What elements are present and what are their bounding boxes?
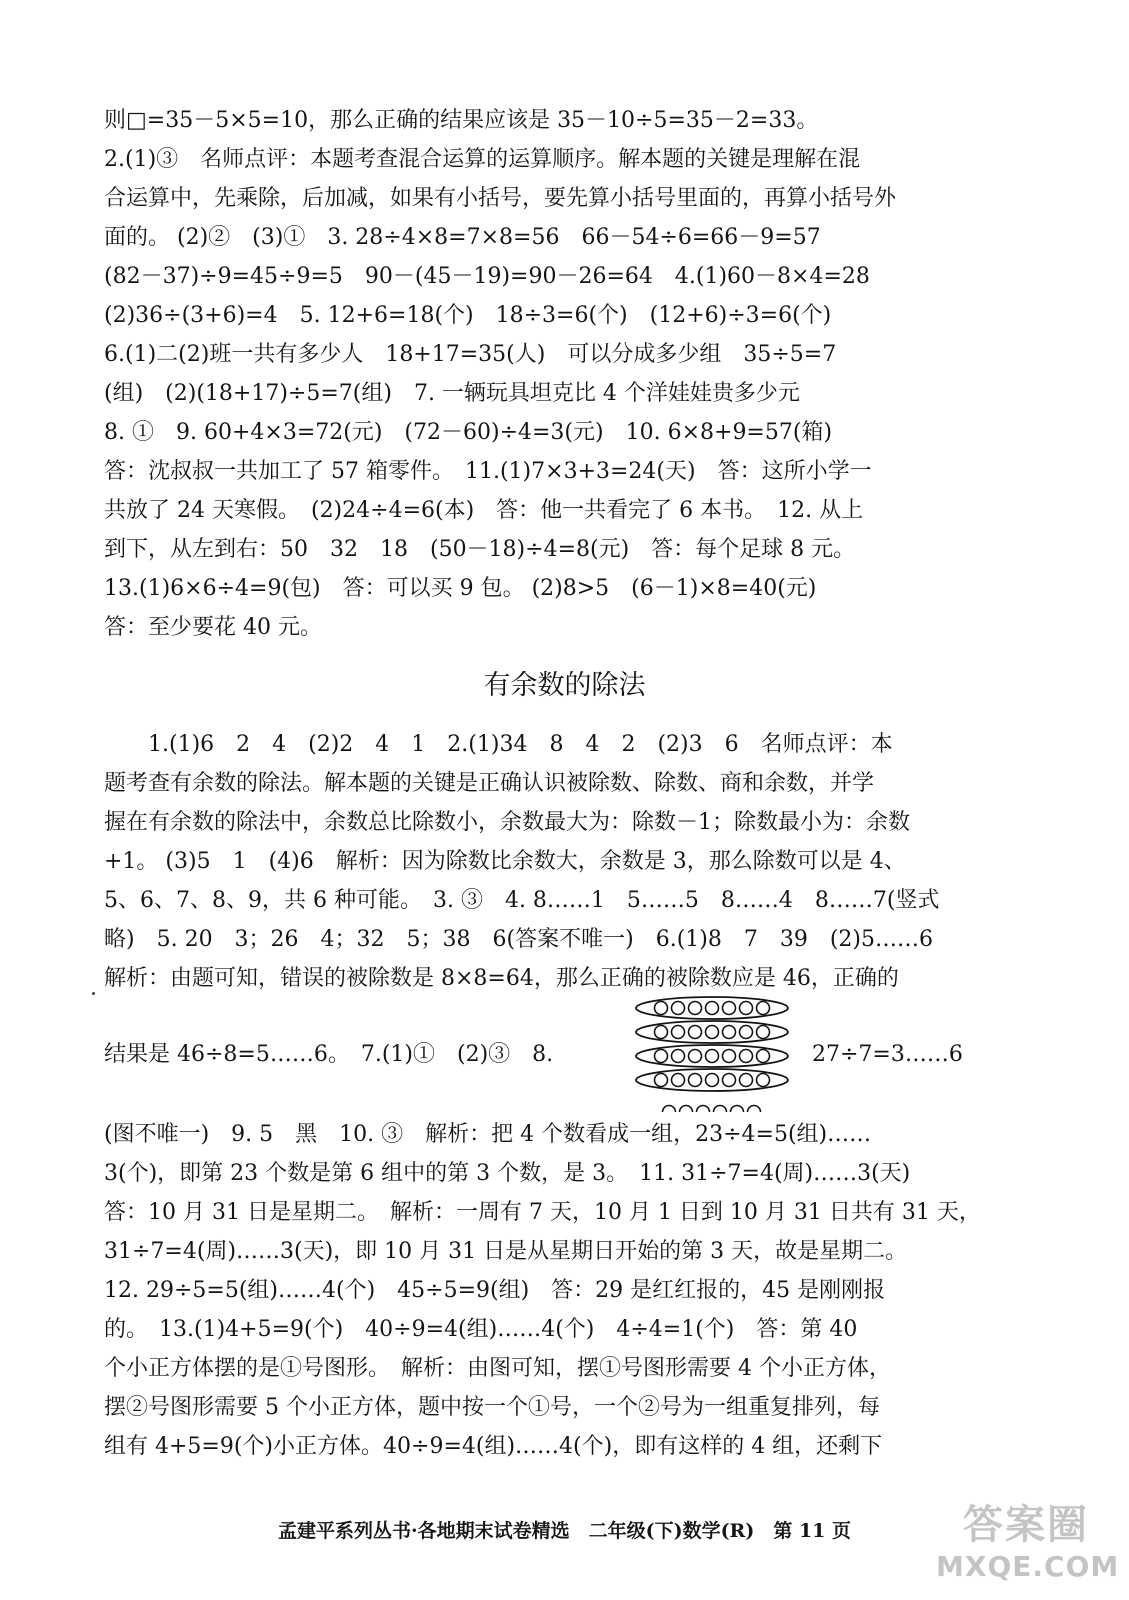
- group-circle: [706, 1026, 719, 1039]
- answer-line: 答：沈叔叔一共加工了 57 箱零件。 11.(1)7×3+3=24(天) 答：这所小学一: [104, 459, 872, 484]
- group-circle: [706, 1002, 719, 1015]
- answer-line: 12. 29÷5=5(组)……4(个) 45÷5=9(组) 答：29 是红红报的，45 是刚刚报: [104, 1278, 886, 1303]
- answer-line: 31÷7=4(周)……3(天)，即 10 月 31 日是从星期日开始的第 3 天，故是星期二。: [104, 1239, 908, 1264]
- remainder-circle: [748, 1106, 761, 1113]
- answer-line: 到下，从左到右：50 32 18 (50－18)÷4=8(元) 答：每个足球 8 元。: [104, 537, 856, 562]
- remainder-circle: [663, 1106, 676, 1113]
- answer-line: 共放了 24 天寒假。 (2)24÷4=6(本) 答：他一共看完了 6 本书。 12. 从上: [104, 498, 864, 523]
- answer-line: 解析：由题可知，错误的被除数是 8×8=64，那么正确的被除数应是 46，正确的: [104, 966, 899, 991]
- group-circle: [655, 1026, 668, 1039]
- group-circle: [723, 1002, 736, 1015]
- group-circle: [757, 1002, 770, 1015]
- group-circle: [757, 1026, 770, 1039]
- group-circle: [689, 1074, 702, 1087]
- group-circle: [723, 1050, 736, 1063]
- answer-line: 3(个)，即第 23 个数是第 6 组中的第 3 个数，是 3。 11. 31÷7=4(周)……3(天): [104, 1161, 911, 1186]
- answer-line: 题考查有余数的除法。解本题的关键是正确认识被除数、除数、商和余数，并学: [104, 771, 875, 796]
- answer-line: 略) 5. 20 3；26 4；32 5；38 6(答案不唯一) 6.(1)8 7 39 (2)5……6: [104, 927, 933, 952]
- group-circle: [723, 1026, 736, 1039]
- group-circle: [655, 1074, 668, 1087]
- answer-line: +1。 (3)5 1 (4)6 解析：因为除数比余数大，余数是 3，那么除数可以是 4、: [104, 849, 906, 874]
- answer-line: 27÷7=3……6: [812, 1042, 963, 1067]
- watermark-logo: [936, 1500, 1120, 1592]
- group-circle: [706, 1074, 719, 1087]
- stray-dot: [92, 992, 95, 995]
- remainder-circle: [680, 1106, 693, 1113]
- group-circle: [740, 1074, 753, 1087]
- group-circle: [723, 1074, 736, 1087]
- group-ellipse: [636, 1021, 788, 1043]
- answer-line: 面的。 (2)② (3)① 3. 28÷4×8=7×8=56 66－54÷6=66－9=57: [104, 225, 821, 250]
- group-circle: [740, 1050, 753, 1063]
- answer-line: 结果是 46÷8=5……6。 7.(1)① (2)③ 8.: [104, 1042, 554, 1067]
- group-circle: [672, 1074, 685, 1087]
- group-ellipse: [636, 1069, 788, 1091]
- page-footer: 孟建平系列丛书·各地期末试卷精选 二年级(下)数学(R) 第 11 页: [277, 1520, 852, 1542]
- group-circle: [672, 1050, 685, 1063]
- group-circle: [672, 1026, 685, 1039]
- group-circle: [740, 1026, 753, 1039]
- answer-line: 个小正方体摆的是①号图形。 解析：由图可知，摆①号图形需要 4 个小正方体，: [104, 1356, 891, 1381]
- answer-line: (图不唯一) 9. 5 黑 10. ③ 解析：把 4 个数看成一组，23÷4=5(组)……: [104, 1122, 872, 1147]
- group-circle: [655, 1002, 668, 1015]
- remainder-circle: [697, 1106, 710, 1113]
- remainder-circle: [731, 1106, 744, 1113]
- answer-line: (2)36÷(3+6)=4 5. 12+6=18(个) 18÷3=6(个) (12+6)÷3=6(个): [104, 303, 832, 328]
- circle-grouping-figure: [632, 994, 792, 1112]
- answer-line: 答：10 月 31 日是星期二。 解析：一周有 7 天，10 月 1 日到 10 月 31 日共有 31 天，: [104, 1200, 981, 1225]
- answer-line: 5、6、7、8、9，共 6 种可能。 3. ③ 4. 8……1 5……5 8……4 8……7(竖式: [104, 888, 940, 913]
- section-heading: 有余数的除法: [483, 670, 646, 701]
- watermark-title: 答案圈: [963, 1502, 1089, 1548]
- group-circle: [689, 1002, 702, 1015]
- group-ellipse: [636, 1045, 788, 1067]
- answer-line: 组有 4+5=9(个)小正方体。40÷9=4(组)……4(个)，即有这样的 4 组，还剩下: [104, 1434, 883, 1459]
- answer-line: (组) (2)(18+17)÷5=7(组) 7. 一辆玩具坦克比 4 个洋娃娃贵多少元: [104, 381, 800, 406]
- answer-line: 合运算中，先乘除，后加减，如果有小括号，要先算小括号里面的，再算小括号外: [104, 186, 897, 211]
- answer-line: 6.(1)二(2)班一共有多少人 18+17=35(人) 可以分成多少组 35÷5=7: [104, 342, 837, 367]
- group-circle: [757, 1050, 770, 1063]
- group-circle: [757, 1074, 770, 1087]
- answer-line: 8. ① 9. 60+4×3=72(元) (72－60)÷4=3(元) 10. 6×8+9=57(箱): [104, 420, 833, 445]
- answer-line: 2.(1)③ 名师点评：本题考查混合运算的运算顺序。解本题的关键是理解在混: [104, 147, 861, 172]
- answer-line: 则□=35－5×5=10，那么正确的结果应该是 35－10÷5=35－2=33。: [104, 108, 819, 133]
- group-ellipse: [636, 997, 788, 1019]
- watermark-url: MXQE.COM: [936, 1550, 1120, 1583]
- group-circle: [740, 1002, 753, 1015]
- group-circle: [706, 1050, 719, 1063]
- answer-line: (82－37)÷9=45÷9=5 90－(45－19)=90－26=64 4.(1)60－8×4=28: [104, 264, 870, 289]
- answer-line: 答：至少要花 40 元。: [104, 615, 322, 640]
- answer-line: 握在有余数的除法中，余数总比除数小，余数最大为：除数－1；除数最小为：余数: [104, 810, 910, 835]
- answer-line: 13.(1)6×6÷4=9(包) 答：可以买 9 包。 (2)8>5 (6－1)×8=40(元): [104, 576, 817, 601]
- group-circle: [689, 1026, 702, 1039]
- remainder-circle: [714, 1106, 727, 1113]
- group-circle: [672, 1002, 685, 1015]
- answer-line: 摆②号图形需要 5 个小正方体，题中按一个①号，一个②号为一组重复排列，每: [104, 1395, 880, 1420]
- answer-line: 的。 13.(1)4+5=9(个) 40÷9=4(组)……4(个) 4÷4=1(个) 答：第 40: [104, 1317, 858, 1342]
- group-circle: [689, 1050, 702, 1063]
- group-circle: [655, 1050, 668, 1063]
- answer-line: 1.(1)6 2 4 (2)2 4 1 2.(1)34 8 4 2 (2)3 6 名师点评：本: [148, 732, 893, 757]
